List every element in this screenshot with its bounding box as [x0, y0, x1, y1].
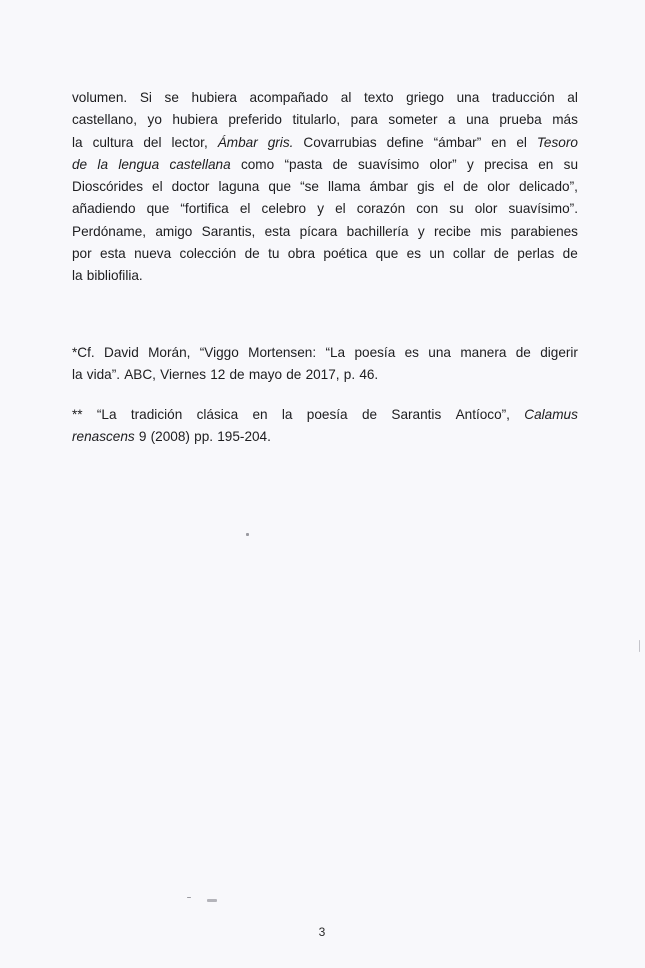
word: Mortensen:: [248, 345, 317, 360]
text-line: [72, 221, 578, 243]
word: y: [417, 223, 425, 239]
word: prueba: [499, 112, 542, 128]
word: con: [416, 201, 439, 217]
word: de: [361, 407, 378, 422]
word: llama: [327, 179, 361, 195]
word: yo: [147, 112, 162, 128]
word: amigo: [155, 223, 193, 239]
word: vida”.: [86, 367, 121, 383]
word: en: [252, 407, 268, 422]
text-line: [72, 87, 578, 109]
word: es: [404, 345, 419, 360]
word: de: [562, 246, 578, 262]
word: olor: [487, 179, 510, 195]
word: manera: [460, 345, 507, 360]
word: pp.: [194, 429, 214, 445]
word: define: [386, 134, 424, 150]
word: collar: [452, 246, 486, 262]
word: que: [146, 201, 170, 217]
word: el: [443, 179, 455, 195]
word: más: [552, 112, 578, 128]
word: hubiera: [191, 90, 237, 105]
word: Sarantis,: [201, 223, 256, 239]
word: 12: [210, 367, 226, 383]
footnote-2: [72, 404, 578, 449]
word: colección: [179, 246, 237, 262]
word: una: [466, 112, 489, 128]
word: el: [516, 134, 527, 150]
word: p.: [343, 367, 356, 383]
word: perlas: [517, 246, 555, 262]
text-line: [72, 364, 578, 386]
word: traducción: [491, 90, 555, 105]
word: el: [335, 201, 346, 217]
word: la: [72, 134, 83, 150]
word: que: [268, 179, 292, 195]
word: lector,: [171, 134, 208, 150]
word: “pasta: [284, 156, 323, 172]
word: poética: [323, 246, 368, 262]
text-line: [72, 404, 578, 426]
word: de: [515, 345, 531, 360]
word: esta: [264, 223, 291, 239]
word: nueva: [134, 246, 172, 262]
word: la: [72, 367, 83, 383]
word: de: [463, 179, 479, 195]
word: de: [72, 156, 88, 172]
text-line: [72, 132, 578, 154]
word: texto: [364, 90, 394, 105]
word: (2008): [150, 429, 190, 445]
word: que: [375, 246, 399, 262]
word: “ámbar”: [433, 134, 482, 150]
word: tu: [268, 246, 280, 262]
word: Perdóname,: [72, 223, 147, 239]
word: doctor: [171, 179, 210, 195]
word: acompañado: [249, 90, 329, 105]
word: precisa: [484, 156, 528, 172]
word: el: [239, 201, 251, 217]
word: la: [281, 407, 293, 422]
word: se: [164, 90, 179, 105]
word: *Cf.: [72, 345, 95, 360]
word: “Viggo: [199, 345, 239, 360]
word: su: [563, 156, 578, 172]
word: celebro: [261, 201, 307, 217]
word: de: [286, 367, 302, 383]
word: a: [448, 112, 456, 128]
word: Ámbar: [217, 134, 258, 150]
text-line: [72, 154, 578, 176]
word: Morán,: [148, 345, 191, 360]
scan-speck: [207, 899, 217, 902]
word: corazón: [356, 201, 406, 217]
word: es: [406, 246, 422, 262]
word: volumen.: [72, 90, 128, 105]
word: suavísimo”.: [508, 201, 578, 217]
word: obra: [287, 246, 316, 262]
page-number: 3: [318, 925, 326, 939]
word: del: [143, 134, 162, 150]
word: como: [240, 156, 275, 172]
word: en: [491, 134, 507, 150]
word: de: [493, 246, 509, 262]
word: digerir: [540, 345, 578, 360]
word: olor”: [429, 156, 457, 172]
word: la: [72, 268, 83, 284]
word: de: [332, 156, 348, 172]
word: al: [567, 90, 578, 105]
text-line: [72, 109, 578, 131]
word: ABC,: [124, 367, 156, 383]
word: titularlo,: [292, 112, 341, 128]
word: y: [317, 201, 324, 217]
word: la: [97, 156, 109, 172]
word: castellano,: [72, 112, 137, 128]
word: **: [72, 407, 83, 422]
scan-speck: [187, 897, 191, 898]
word: hubiera: [172, 112, 218, 128]
word: Viernes: [160, 367, 206, 383]
word: Calamus: [524, 407, 578, 422]
word: un: [429, 246, 445, 262]
word: añadiendo: [72, 201, 136, 217]
word: en: [538, 156, 554, 172]
word: ámbar: [369, 179, 409, 195]
scan-speck: [639, 640, 640, 652]
text-line: [72, 198, 578, 220]
word: pícara: [299, 223, 338, 239]
word: su: [449, 201, 464, 217]
word: una: [456, 90, 480, 105]
word: Dioscórides: [72, 179, 144, 195]
word: suavísimo: [358, 156, 420, 172]
body-paragraph: [72, 87, 578, 288]
word: una: [428, 345, 451, 360]
word: Tesoro: [536, 134, 578, 150]
word: 46.: [359, 367, 379, 383]
word: por: [72, 246, 92, 262]
word: “fortifica: [180, 201, 229, 217]
word: lengua: [118, 156, 160, 172]
word: 195-204.: [217, 429, 271, 445]
word: clásica: [196, 407, 239, 422]
word: 9: [138, 429, 147, 445]
word: griego: [406, 90, 444, 105]
word: gis: [417, 179, 435, 195]
word: el: [152, 179, 163, 195]
scan-speck: [246, 533, 249, 536]
word: recibe: [433, 223, 471, 239]
word: Antíoco”,: [455, 407, 510, 422]
word: y: [467, 156, 474, 172]
word: mayo: [248, 367, 283, 383]
footnote-1: [72, 342, 578, 387]
text-line: [72, 243, 578, 265]
word: renascens: [72, 429, 135, 445]
word: “se: [300, 179, 319, 195]
word: de: [229, 367, 245, 383]
text-line: [72, 265, 578, 287]
word: “La: [96, 407, 117, 422]
word: castellana: [169, 156, 231, 172]
word: de: [244, 246, 260, 262]
word: poesía: [306, 407, 348, 422]
word: para: [350, 112, 378, 128]
word: poesía: [354, 345, 396, 360]
word: parabienes: [510, 223, 578, 239]
word: Sarantis: [391, 407, 442, 422]
word: Covarrubias: [303, 134, 377, 150]
text-line: [72, 176, 578, 198]
word: someter: [388, 112, 438, 128]
word: bachillería: [346, 223, 409, 239]
word: bibliofilia.: [86, 268, 143, 284]
word: laguna: [218, 179, 260, 195]
text-line: [72, 426, 578, 448]
word: preferido: [228, 112, 282, 128]
word: Si: [139, 90, 152, 105]
word: “La: [325, 345, 346, 360]
word: mis: [480, 223, 502, 239]
word: olor: [474, 201, 498, 217]
word: tradición: [130, 407, 183, 422]
word: al: [340, 90, 352, 105]
word: delicado”,: [518, 179, 578, 195]
word: esta: [100, 246, 126, 262]
word: cultura: [92, 134, 134, 150]
text-line: [72, 342, 578, 364]
word: 2017,: [305, 367, 340, 383]
word: David: [104, 345, 139, 360]
word: gris.: [267, 134, 294, 150]
